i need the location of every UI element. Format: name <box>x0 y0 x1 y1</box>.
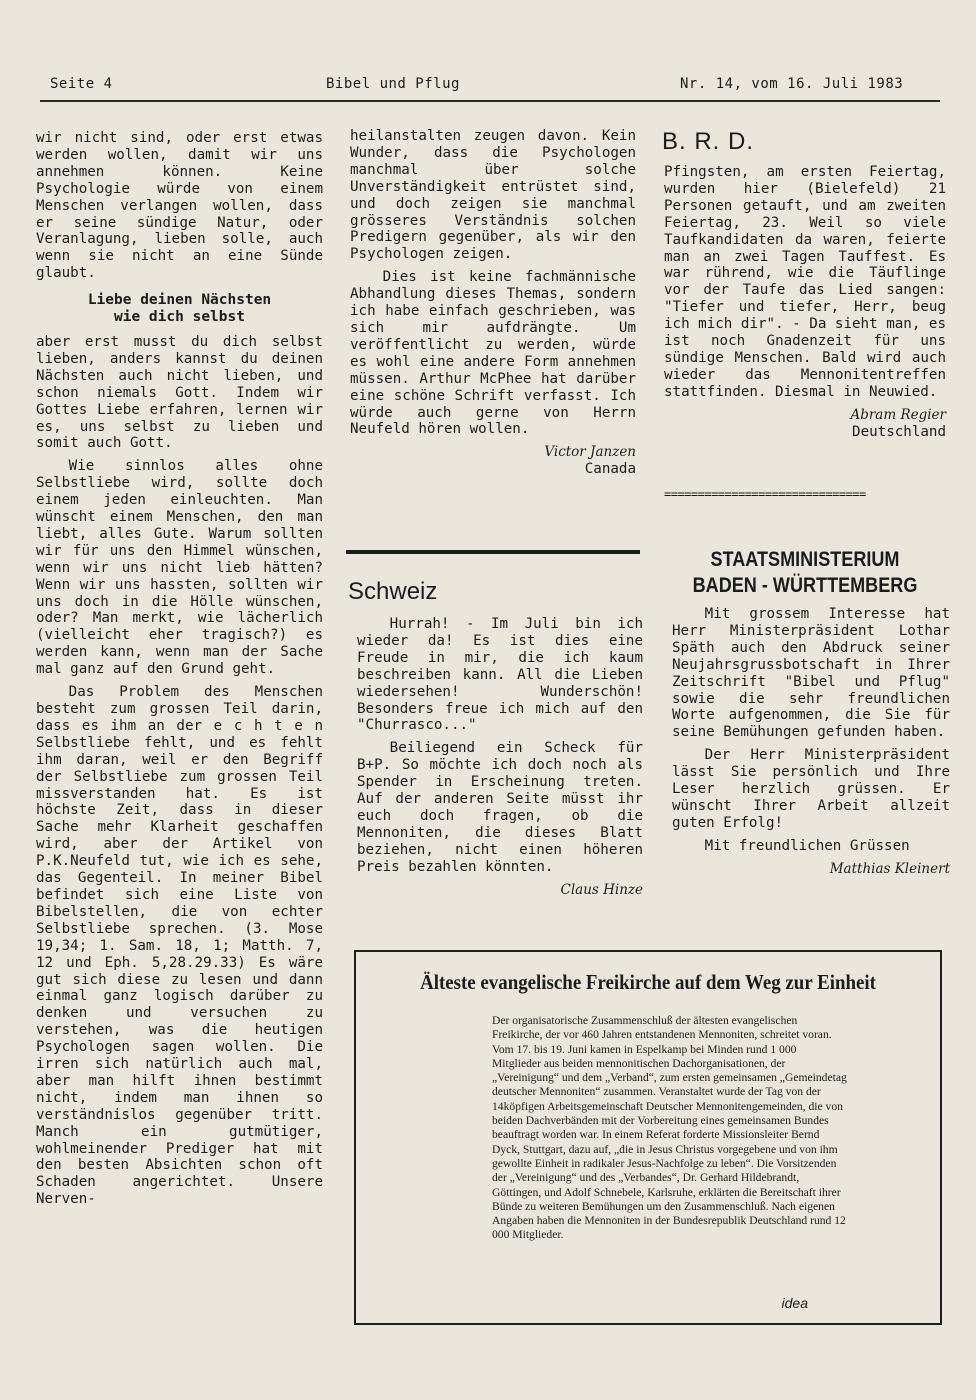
signature-name: Matthias Kleinert <box>829 860 950 877</box>
news-box <box>354 950 942 1325</box>
staats-title-line-1: STAATSMINISTERIUM <box>710 548 900 571</box>
separator-line: ============================== <box>664 487 866 501</box>
col1-paragraph-2: aber erst musst du dich selbst lieben, anders kannst du deinen Nächsten auch nicht lieben, und schon niemals Gott. Indem wir Gottes Liebe erfahren, lernen wir es, uns selbst zu lieben und somit auch Gott. <box>36 333 323 452</box>
brd-section <box>664 164 946 441</box>
issue-date: Nr. 14, vom 16. Juli 1983 <box>680 76 904 92</box>
col2-paragraph-1: heilanstalten zeugen davon. Kein Wunder, dass die Psychologen manchmal über solche Unverständigkeit entrüstet sind, und doch zeigen sie manchmal grösseres Verständnis solchen Predigern gegenüber, als wir den Psychologen zeigen. <box>350 128 636 263</box>
signature-kleinert <box>672 861 950 878</box>
schweiz-paragraph-2: Beiliegend ein Scheck für B+P. So möchte ich doch noch als Spender in Erscheinung treten. Auf der anderen Seite müsst ihr euch doch fragen, ob die Mennoniten, die dieses Blatt beziehen, nicht einen höheren Preis bezahlen könnten. <box>357 740 643 875</box>
col1-paragraph-1: wir nicht sind, oder erst etwas werden wollen, damit wir uns annehmen können. Keine Psychologie würde von einem Menschen verlangen wollen, dass er seine sündige Natur, oder Veranlagung, lieben solle, auch wenn sie nicht an eine Sünde glaubt. <box>36 130 323 282</box>
signature-hinze <box>357 882 643 899</box>
col1-paragraph-3: Wie sinnlos alles ohne Selbstliebe wird, sollte doch einem jeden einleuchten. Man wünscht einem Menschen, den man liebt, alles Gute. Warum sollten wir für uns den Himmel wünschen, wenn wir uns nicht lieb hätten? Wenn wir uns hassten, sollten wir uns doch in die Hölle wünschen, oder? Man merkt, wie lächerlich (vielleicht eher tragisch?) es werden kann, wenn man der Sache mal ganz auf den Grund geht. <box>36 458 323 678</box>
news-box-title: Älteste evangelische Freikirche auf dem Weg zur Einheit <box>420 970 876 994</box>
col1-paragraph-4: Das Problem des Menschen besteht zum grossen Teil darin, dass es ihm an der e c h t e n Selbstliebe fehlt, und es fehlt ihm daran, weil er den Begriff der Selbstliebe zum grossen Teil missverstanden hat. Es ist höchste Zeit, dass in dieser Sache mehr Klarheit geschaffen wird, aber der Artikel von P.K.Neufeld tut, wie ich es sehe, das Gegenteil. In meiner Bibel befindet sich eine Liste von Bibelstellen, die von echter Selbstliebe sprechen. (3. Mose 19,34; 1. Sam. 18, 1; Matth. 7, 12 und Eph. 5,28.29.33) Es wäre gut sich diese zu lesen und dann einmal ganz logisch darüber zu denken und versuchen zu verstehen, was die heutigen Psychologen sagen wollen. Die irren sich natürlich auch mal, aber man hilft ihnen bestimmt nicht, indem man ihnen so verständnislos gegenüber tritt. Manch ein gutmütiger, wohlmeinender Prediger hat mit den besten Absichten schon oft Schaden angerichtet. Unsere Nerven- <box>36 684 323 1208</box>
subheading <box>36 292 323 326</box>
header-rule <box>40 100 940 102</box>
section-rule <box>346 550 640 554</box>
publication-title: Bibel und Pflug <box>326 76 460 92</box>
brd-paragraph-1: Pfingsten, am ersten Feiertag, wurden hier (Bielefeld) 21 Personen getauft, und am zweiten Feiertag, 23. Weil so viele Taufkandidaten da waren, feierte man an zwei Tagen Tauffest. Es war rührend, wie die Täuflinge vor der Taufe das Lied sangen: "Tiefer und tiefer, Herr, beug ich mich dir". - Da sieht man, es ist noch Gnadenzeit für uns sündige Menschen. Bald wird auch wieder das Mennonitentreffen stattfinden. Diesmal in Neuwied. <box>664 164 946 400</box>
signature-name: Claus Hinze <box>560 881 643 898</box>
column-1 <box>36 130 323 1208</box>
signature-regier <box>664 407 946 441</box>
news-box-source: idea <box>781 1295 808 1311</box>
subheading-line-2: wie dich selbst <box>114 309 245 326</box>
signature-place: Deutschland <box>852 423 946 440</box>
staats-title <box>680 547 929 599</box>
schweiz-title: Schweiz <box>348 578 438 605</box>
news-box-body: Der organisatorische Zusammenschluß der ältesten evangelischen Freikirche, der vor 460 Jahren entstandenen Mennoniten, schreitet voran. Vom 17. bis 19. Juni kamen in Espelkamp bei Minden rund 1 000 Mitglieder aus beiden mennonitischen Dachorganisationen, der „Vereinigung“ und dem „Verband“, zum ersten gemeinsamen „Gemeindetag deutscher Mennoniten“ zusammen. Veranstaltet wurde der Tag von der 14köpfigen Arbeitsgemeinschaft Deutscher Mennonitengemeinden, die von beiden Dachverbänden mit der Vorbereitung eines gemeinsamen Bundes beauftragt worden war. In einem Referat forderte Missionsleiter Bernd Dyck, Stuttgart, dazu auf, „die in Jesus Christus vorgegebene und von ihm gewollte Einheit in radikaler Jesus-Nachfolge zu leben“. Die Vorsitzenden der „Vereinigung“ und des „Verbandes“, Dr. Gerhard Hildebrandt, Göttingen, und Adolf Schnebele, Karlsruhe, erklärten die Bereitschaft ihrer Bünde zu weiteren Bemühungen um den Zusammenschluß. Nach eigenen Angaben haben die Mennoniten in der Bundesrepublik Deutschland rund 12 000 Mitglieder. <box>492 1014 847 1242</box>
signature-name: Abram Regier <box>850 406 946 423</box>
staats-paragraph-1: Mit grossem Interesse hat Herr Ministerpräsident Lothar Späth auch den Abdruck seiner Neujahrsgrussbotschaft in Ihrer Zeitschrift "Bibel und Pflug" sowie die sehr freundlichen Worte aufgenommen, die Sie für seine Bemühungen gefunden haben. <box>672 606 950 741</box>
brd-title: B. R. D. <box>662 128 755 155</box>
subheading-line-1: Liebe deinen Nächsten <box>87 292 272 309</box>
column-2 <box>350 128 636 478</box>
signature-name: Victor Janzen <box>544 444 636 461</box>
staats-section <box>672 606 950 878</box>
schweiz-section <box>357 616 643 899</box>
page-number: Seite 4 <box>50 76 113 92</box>
staats-paragraph-2: Der Herr Ministerpräsident lässt Sie persönlich und Ihre Leser herzlich grüssen. Er wünscht Ihrer Arbeit allzeit guten Erfolg! <box>672 747 950 831</box>
signature-place: Canada <box>584 461 636 478</box>
staats-paragraph-3: Mit freundlichen Grüssen <box>704 837 910 854</box>
col2-paragraph-2: Dies ist keine fachmännische Abhandlung dieses Themas, sondern ich habe einfach geschrieben, was sich mir aufdrängte. Um veröffentlicht zu werden, würde es wohl eine andere Form annehmen müssen. Arthur McPhee hat darüber eine schöne Schrift verfasst. Ich würde auch gerne von Herrn Neufeld hören wollen. <box>350 269 636 438</box>
schweiz-paragraph-1: Hurrah! - Im Juli bin ich wieder da! Es ist dies eine Freude in mir, die ich kaum beschreiben kann. All die Lieben wiedersehen! Wunderschön! Besonders freue ich mich auf den "Churrasco..." <box>357 616 643 734</box>
signature-janzen <box>350 444 636 478</box>
staats-title-line-2: BADEN - WÜRTTEMBERG <box>692 574 918 597</box>
